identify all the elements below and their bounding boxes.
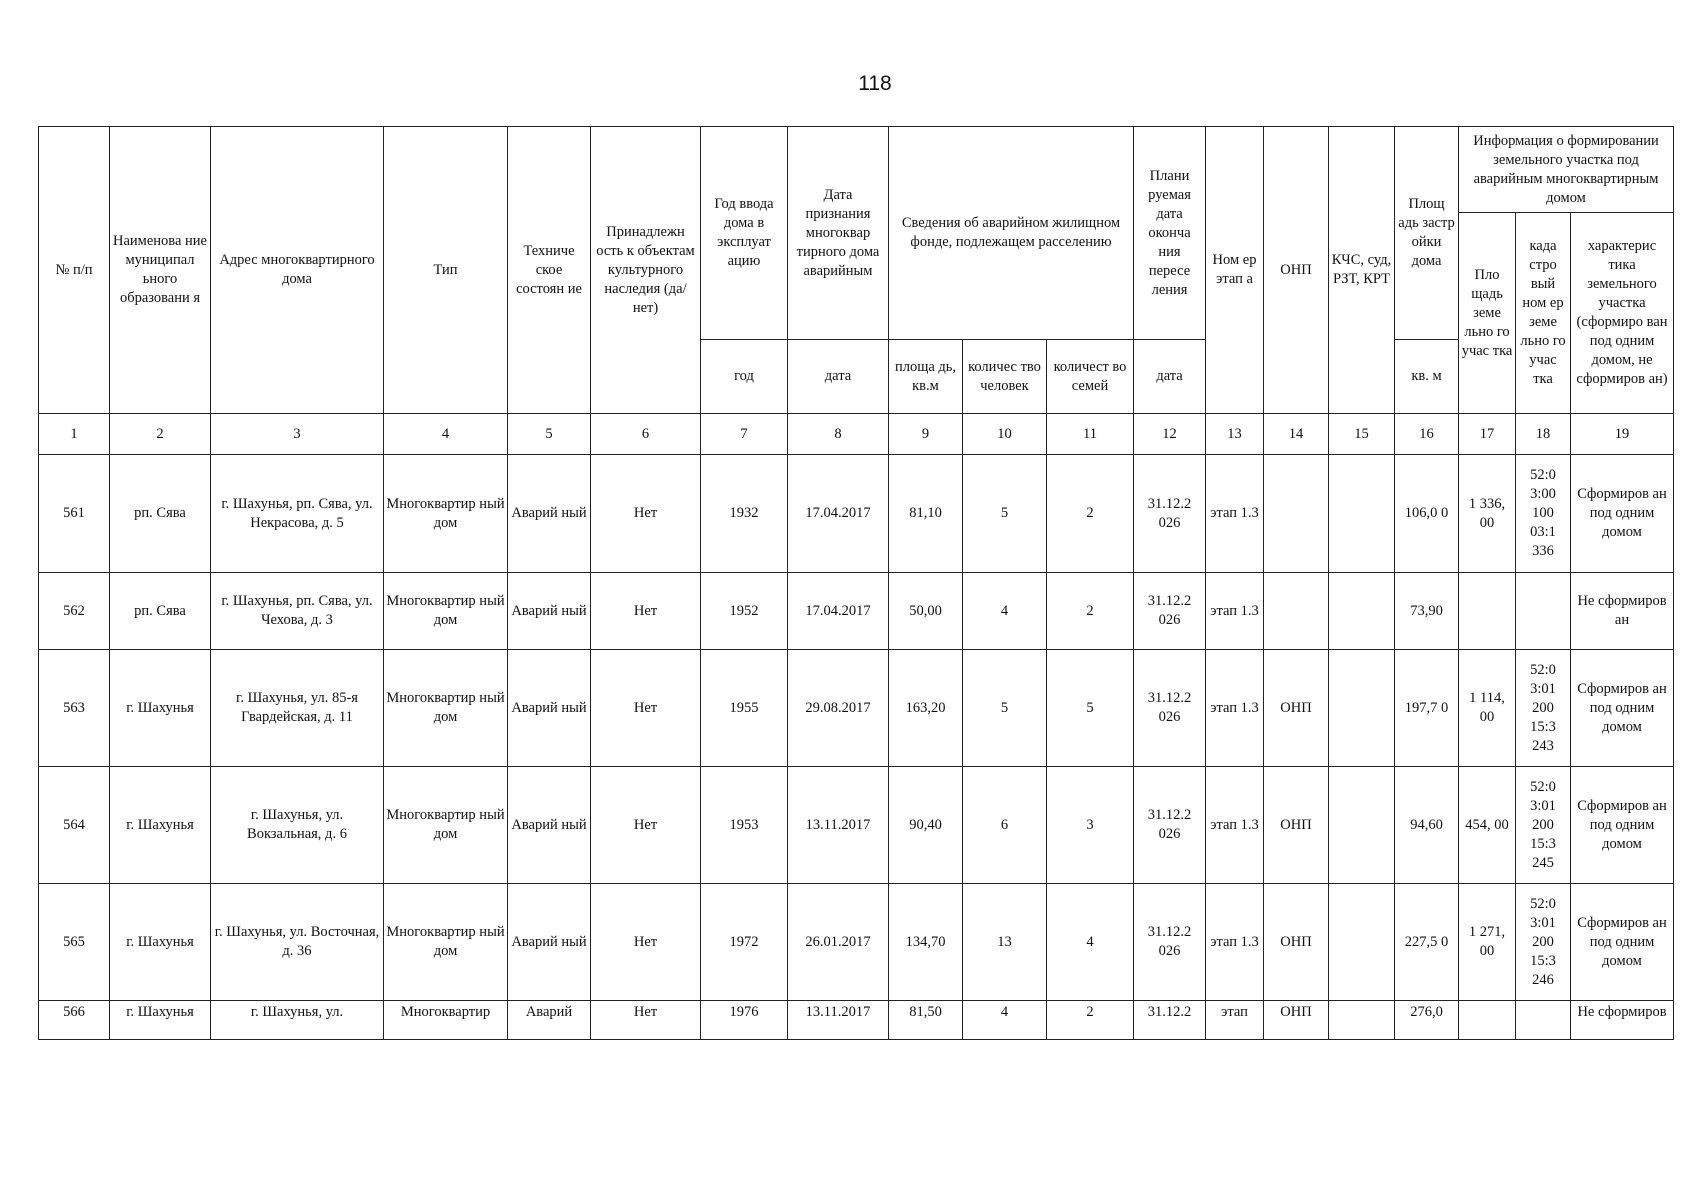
heritage-cell: Нет bbox=[591, 884, 701, 1001]
row-number: 561 bbox=[39, 455, 110, 573]
row-number: 562 bbox=[39, 573, 110, 650]
building-area-cell: 73,90 bbox=[1395, 573, 1459, 650]
header-plot-status: характерис тика земельного участка (сформиро ван под одним домом, не сформиров ан) bbox=[1571, 213, 1674, 414]
recognition-date-cell: 29.08.2017 bbox=[788, 650, 889, 767]
subheader-plan-date: дата bbox=[1134, 340, 1206, 414]
table-row bbox=[39, 455, 1674, 573]
column-number: 1 bbox=[39, 414, 110, 455]
row-number: 564 bbox=[39, 767, 110, 884]
condition-cell: Аварий ный bbox=[508, 573, 591, 650]
area-cell: 163,20 bbox=[889, 650, 963, 767]
area-cell: 81,10 bbox=[889, 455, 963, 573]
people-cell: 4 bbox=[963, 573, 1047, 650]
subheader-date: дата bbox=[788, 340, 889, 414]
plot-status-cell: Сформиров ан под одним домом bbox=[1571, 767, 1674, 884]
type-cell: Многоквартир ный дом bbox=[384, 767, 508, 884]
plot-status-cell: Сформиров ан под одним домом bbox=[1571, 884, 1674, 1001]
column-number: 15 bbox=[1329, 414, 1395, 455]
stage-cell: этап 1.3 bbox=[1206, 455, 1264, 573]
planned-date-cell: 31.12.2 026 bbox=[1134, 573, 1206, 650]
heritage-cell: Нет bbox=[591, 650, 701, 767]
kchs-cell bbox=[1329, 650, 1395, 767]
cadastral-number-cell bbox=[1516, 573, 1571, 650]
heritage-cell: Нет bbox=[591, 767, 701, 884]
plot-area-cell: 1 114, 00 bbox=[1459, 650, 1516, 767]
condition-cell: Аварий ный bbox=[508, 650, 591, 767]
planned-date-cell: 31.12.2 026 bbox=[1134, 884, 1206, 1001]
header-condition: Техниче ское состоян ие bbox=[508, 127, 591, 414]
plot-area-cell bbox=[1459, 573, 1516, 650]
building-area-cell: 227,5 0 bbox=[1395, 884, 1459, 1001]
heritage-cell: Нет bbox=[591, 455, 701, 573]
people-cell: 5 bbox=[963, 650, 1047, 767]
header-land-info: Информация о формировании земельного участка под аварийным многоквартирным домом bbox=[1459, 127, 1674, 213]
municipality-cell: г. Шахунья bbox=[110, 650, 211, 767]
recognition-date-cell: 17.04.2017 bbox=[788, 455, 889, 573]
stage-cell: этап 1.3 bbox=[1206, 573, 1264, 650]
type-cell: Многоквартир ный дом bbox=[384, 884, 508, 1001]
year-cell: 1976 bbox=[701, 1001, 788, 1040]
families-cell: 4 bbox=[1047, 884, 1134, 1001]
people-cell: 5 bbox=[963, 455, 1047, 573]
year-cell: 1955 bbox=[701, 650, 788, 767]
header-cadastral: када стро вый ном ер земе льно го учас тка bbox=[1516, 213, 1571, 414]
recognition-date-cell: 17.04.2017 bbox=[788, 573, 889, 650]
plot-area-cell: 1 336, 00 bbox=[1459, 455, 1516, 573]
subheader-people: количес тво человек bbox=[963, 340, 1047, 414]
column-number: 7 bbox=[701, 414, 788, 455]
column-number: 19 bbox=[1571, 414, 1674, 455]
subheader-building-area-unit: кв. м bbox=[1395, 340, 1459, 414]
table-row bbox=[39, 884, 1674, 1001]
type-cell: Многоквартир ный дом bbox=[384, 573, 508, 650]
address-cell: г. Шахунья, ул. Восточная, д. 36 bbox=[211, 884, 384, 1001]
stage-cell: этап bbox=[1206, 1001, 1264, 1040]
header-address: Адрес многоквартирного дома bbox=[211, 127, 384, 414]
column-number: 9 bbox=[889, 414, 963, 455]
row-number: 563 bbox=[39, 650, 110, 767]
cadastral-number-cell bbox=[1516, 1001, 1571, 1040]
column-number: 8 bbox=[788, 414, 889, 455]
address-cell: г. Шахунья, ул. Вокзальная, д. 6 bbox=[211, 767, 384, 884]
kchs-cell bbox=[1329, 884, 1395, 1001]
column-number: 4 bbox=[384, 414, 508, 455]
row-number: 565 bbox=[39, 884, 110, 1001]
row-number: 566 bbox=[39, 1001, 110, 1040]
table-row bbox=[39, 1001, 1674, 1040]
condition-cell: Аварий ный bbox=[508, 455, 591, 573]
planned-date-cell: 31.12.2 026 bbox=[1134, 767, 1206, 884]
column-number: 2 bbox=[110, 414, 211, 455]
planned-date-cell: 31.12.2 026 bbox=[1134, 455, 1206, 573]
header-year: Год ввода дома в эксплуат ацию bbox=[701, 127, 788, 340]
families-cell: 2 bbox=[1047, 455, 1134, 573]
condition-cell: Аварий ный bbox=[508, 884, 591, 1001]
header-planned-date: Плани руемая дата оконча ния пересе ления bbox=[1134, 127, 1206, 340]
column-number: 16 bbox=[1395, 414, 1459, 455]
table-row bbox=[39, 767, 1674, 884]
address-cell: г. Шахунья, ул. bbox=[211, 1001, 384, 1040]
header-type: Тип bbox=[384, 127, 508, 414]
planned-date-cell: 31.12.2 bbox=[1134, 1001, 1206, 1040]
people-cell: 4 bbox=[963, 1001, 1047, 1040]
municipality-cell: рп. Сява bbox=[110, 455, 211, 573]
building-area-cell: 197,7 0 bbox=[1395, 650, 1459, 767]
condition-cell: Аварий bbox=[508, 1001, 591, 1040]
year-cell: 1952 bbox=[701, 573, 788, 650]
column-number: 10 bbox=[963, 414, 1047, 455]
column-number: 3 bbox=[211, 414, 384, 455]
families-cell: 3 bbox=[1047, 767, 1134, 884]
type-cell: Многоквартир ный дом bbox=[384, 455, 508, 573]
families-cell: 5 bbox=[1047, 650, 1134, 767]
heritage-cell: Нет bbox=[591, 1001, 701, 1040]
building-area-cell: 106,0 0 bbox=[1395, 455, 1459, 573]
plot-status-cell: Не сформиров bbox=[1571, 1001, 1674, 1040]
municipality-cell: г. Шахунья bbox=[110, 767, 211, 884]
building-area-cell: 94,60 bbox=[1395, 767, 1459, 884]
heritage-cell: Нет bbox=[591, 573, 701, 650]
stage-cell: этап 1.3 bbox=[1206, 767, 1264, 884]
header-municipality: Наименова ние муниципал ьного образовани я bbox=[110, 127, 211, 414]
table-row bbox=[39, 573, 1674, 650]
header-kchs: КЧС, суд, РЗТ, КРТ bbox=[1329, 127, 1395, 414]
onp-cell: ОНП bbox=[1264, 1001, 1329, 1040]
building-area-cell: 276,0 bbox=[1395, 1001, 1459, 1040]
people-cell: 6 bbox=[963, 767, 1047, 884]
header-index: № п/п bbox=[39, 127, 110, 414]
column-number: 13 bbox=[1206, 414, 1264, 455]
onp-cell: ОНП bbox=[1264, 884, 1329, 1001]
plot-area-cell bbox=[1459, 1001, 1516, 1040]
column-number: 12 bbox=[1134, 414, 1206, 455]
address-cell: г. Шахунья, рп. Сява, ул. Чехова, д. 3 bbox=[211, 573, 384, 650]
address-cell: г. Шахунья, рп. Сява, ул. Некрасова, д. 5 bbox=[211, 455, 384, 573]
condition-cell: Аварий ный bbox=[508, 767, 591, 884]
kchs-cell bbox=[1329, 767, 1395, 884]
cadastral-number-cell: 52:0 3:01 200 15:3 245 bbox=[1516, 767, 1571, 884]
recognition-date-cell: 13.11.2017 bbox=[788, 767, 889, 884]
planned-date-cell: 31.12.2 026 bbox=[1134, 650, 1206, 767]
column-number: 5 bbox=[508, 414, 591, 455]
municipality-cell: г. Шахунья bbox=[110, 1001, 211, 1040]
onp-cell bbox=[1264, 455, 1329, 573]
column-numbers-row bbox=[39, 414, 1674, 455]
families-cell: 2 bbox=[1047, 1001, 1134, 1040]
header-onp: ОНП bbox=[1264, 127, 1329, 414]
stage-cell: этап 1.3 bbox=[1206, 884, 1264, 1001]
column-number: 14 bbox=[1264, 414, 1329, 455]
cadastral-number-cell: 52:0 3:01 200 15:3 246 bbox=[1516, 884, 1571, 1001]
cadastral-number-cell: 52:0 3:01 200 15:3 243 bbox=[1516, 650, 1571, 767]
column-number: 6 bbox=[591, 414, 701, 455]
subheader-families: количест во семей bbox=[1047, 340, 1134, 414]
plot-area-cell: 454, 00 bbox=[1459, 767, 1516, 884]
header-heritage: Принадлежн ость к объектам культурного наследия (да/нет) bbox=[591, 127, 701, 414]
area-cell: 134,70 bbox=[889, 884, 963, 1001]
plot-status-cell: Сформиров ан под одним домом bbox=[1571, 455, 1674, 573]
header-housing-info: Сведения об аварийном жилищном фонде, подлежащем расселению bbox=[889, 127, 1134, 340]
cadastral-number-cell: 52:0 3:00 100 03:1 336 bbox=[1516, 455, 1571, 573]
onp-cell bbox=[1264, 573, 1329, 650]
column-number: 11 bbox=[1047, 414, 1134, 455]
area-cell: 90,40 bbox=[889, 767, 963, 884]
recognition-date-cell: 26.01.2017 bbox=[788, 884, 889, 1001]
onp-cell: ОНП bbox=[1264, 767, 1329, 884]
year-cell: 1953 bbox=[701, 767, 788, 884]
area-cell: 81,50 bbox=[889, 1001, 963, 1040]
municipality-cell: рп. Сява bbox=[110, 573, 211, 650]
plot-status-cell: Не сформиров ан bbox=[1571, 573, 1674, 650]
page-number: 118 bbox=[858, 72, 892, 95]
kchs-cell bbox=[1329, 1001, 1395, 1040]
header-recognition-date: Дата признания многоквар тирного дома аварийным bbox=[788, 127, 889, 340]
type-cell: Многоквартир bbox=[384, 1001, 508, 1040]
kchs-cell bbox=[1329, 455, 1395, 573]
subheader-year: год bbox=[701, 340, 788, 414]
municipality-cell: г. Шахунья bbox=[110, 884, 211, 1001]
stage-cell: этап 1.3 bbox=[1206, 650, 1264, 767]
header-building-area: Площ адь застр ойки дома bbox=[1395, 127, 1459, 340]
area-cell: 50,00 bbox=[889, 573, 963, 650]
people-cell: 13 bbox=[963, 884, 1047, 1001]
header-stage: Ном ер этап а bbox=[1206, 127, 1264, 414]
families-cell: 2 bbox=[1047, 573, 1134, 650]
table-row bbox=[39, 650, 1674, 767]
emergency-housing-table bbox=[38, 126, 1674, 1040]
header-plot-area: Пло щадь земе льно го учас тка bbox=[1459, 213, 1516, 414]
column-number: 17 bbox=[1459, 414, 1516, 455]
subheader-area: площа дь, кв.м bbox=[889, 340, 963, 414]
year-cell: 1972 bbox=[701, 884, 788, 1001]
address-cell: г. Шахунья, ул. 85-я Гвардейская, д. 11 bbox=[211, 650, 384, 767]
plot-status-cell: Сформиров ан под одним домом bbox=[1571, 650, 1674, 767]
type-cell: Многоквартир ный дом bbox=[384, 650, 508, 767]
recognition-date-cell: 13.11.2017 bbox=[788, 1001, 889, 1040]
year-cell: 1932 bbox=[701, 455, 788, 573]
plot-area-cell: 1 271, 00 bbox=[1459, 884, 1516, 1001]
column-number: 18 bbox=[1516, 414, 1571, 455]
kchs-cell bbox=[1329, 573, 1395, 650]
onp-cell: ОНП bbox=[1264, 650, 1329, 767]
